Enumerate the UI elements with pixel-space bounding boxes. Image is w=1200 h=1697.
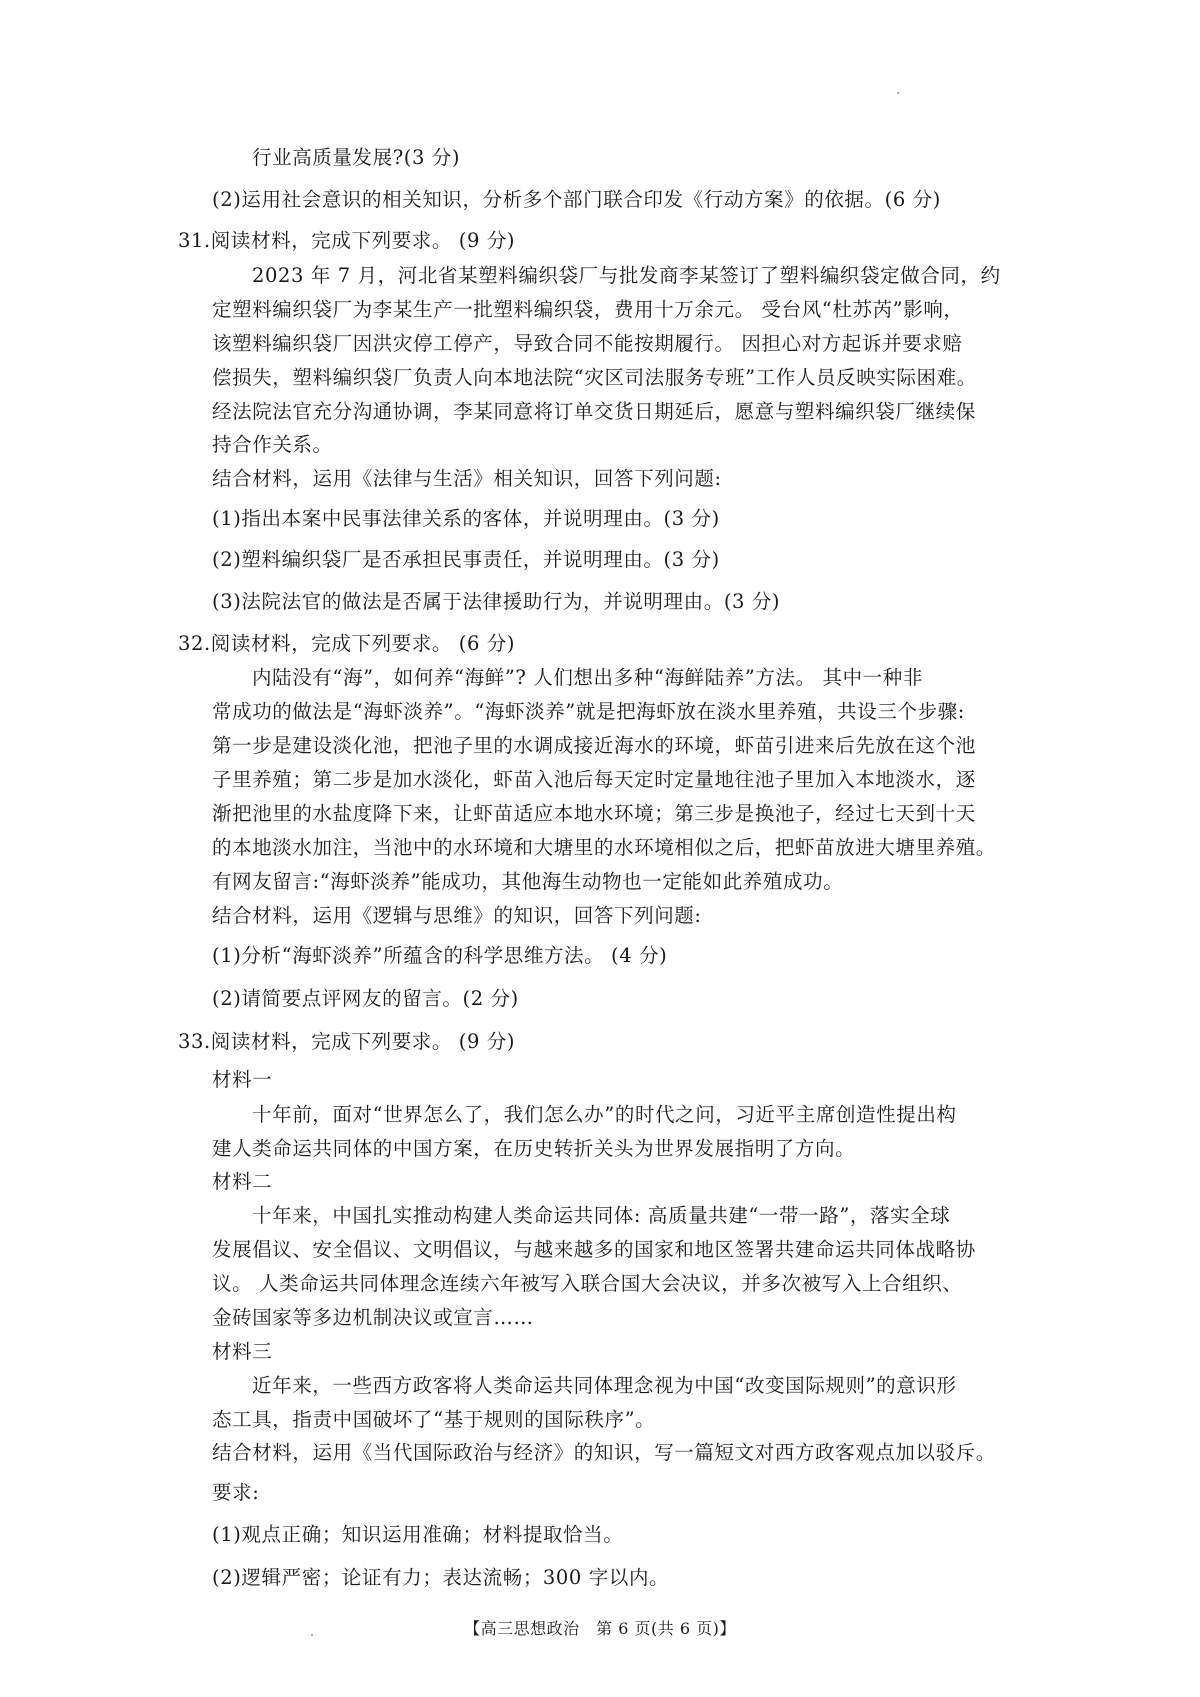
q32-instruction: 结合材料，运用《逻辑与思维》的知识，回答下列问题: [212, 904, 702, 927]
q33-requirement-1: (1)观点正确；知识运用准确；材料提取恰当。 [212, 1523, 624, 1546]
q31-paragraph-line: 偿损失，塑料编织袋厂负责人向本地法院“灾区司法服务专班”工作人员反映实际困难。 [212, 366, 977, 389]
q31-paragraph-line: 2023 年 7 月，河北省某塑料编织袋厂与批发商李某签订了塑料编织袋定做合同，约 [252, 264, 1001, 287]
q30-continuation: 行业高质量发展?(3 分) [252, 146, 461, 169]
q30-subquestion-2: (2)运用社会意识的相关知识，分析多个部门联合印发《行动方案》的依据。(6 分) [212, 188, 941, 211]
q33-material-1-label: 材料一 [212, 1068, 273, 1091]
q33-material-2-line: 发展倡议、安全倡议、文明倡议，与越来越多的国家和地区签署共建命运共同体战略协 [212, 1238, 976, 1261]
q33-material-3-line: 态工具，指责中国破坏了“基于规则的国际秩序”。 [212, 1408, 656, 1431]
q33-instruction: 结合材料，运用《当代国际政治与经济》的知识，写一篇短文对西方政客观点加以驳斥。 [212, 1441, 996, 1464]
q31-title: 31.阅读材料，完成下列要求。 (9 分) [178, 229, 516, 252]
q31-paragraph-line: 该塑料编织袋厂因洪灾停工停产，导致合同不能按期履行。 因担心对方起诉并要求赔 [212, 332, 963, 355]
scan-speck [897, 92, 899, 94]
q31-subquestion-2: (2)塑料编织袋厂是否承担民事责任，并说明理由。(3 分) [212, 548, 720, 571]
q32-title: 32.阅读材料，完成下列要求。 (6 分) [178, 632, 516, 655]
q31-instruction: 结合材料，运用《法律与生活》相关知识，回答下列问题: [212, 467, 722, 490]
q33-material-3-label: 材料三 [212, 1340, 273, 1363]
q31-subquestion-3: (3)法院法官的做法是否属于法律援助行为，并说明理由。(3 分) [212, 590, 781, 613]
q33-material-2-line: 十年来，中国扎实推动构建人类命运共同体: 高质量共建“一带一路”，落实全球 [252, 1204, 951, 1227]
q32-paragraph-line: 内陆没有“海”，如何养“海鲜”? 人们想出多种“海鲜陆养”方法。 其中一种非 [252, 666, 923, 689]
q32-paragraph-line: 有网友留言:“海虾淡养”能成功，其他海生动物也一定能如此养殖成功。 [212, 870, 844, 893]
q33-material-2-label: 材料二 [212, 1170, 273, 1193]
q31-paragraph-line: 定塑料编织袋厂为李某生产一批塑料编织袋，费用十万余元。 受台风“杜苏芮”影响， [212, 298, 964, 321]
q32-paragraph-line: 渐把池里的水盐度降下来，让虾苗适应本地水环境；第三步是换池子，经过七天到十天 [212, 802, 976, 825]
q33-title: 33.阅读材料，完成下列要求。 (9 分) [178, 1030, 516, 1053]
q31-subquestion-1: (1)指出本案中民事法律关系的客体，并说明理由。(3 分) [212, 507, 720, 530]
q33-requirements-label: 要求: [212, 1481, 260, 1504]
q33-material-1-line: 建人类命运共同体的中国方案，在历史转折关头为世界发展指明了方向。 [212, 1137, 856, 1160]
q33-material-1-line: 十年前，面对“世界怎么了，我们怎么办”的时代之问，习近平主席创造性提出构 [252, 1103, 957, 1126]
q32-subquestion-1: (1)分析“海虾淡养”所蕴含的科学思维方法。 (4 分) [212, 944, 668, 967]
q32-subquestion-2: (2)请简要点评网友的留言。(2 分) [212, 987, 519, 1010]
q32-paragraph-line: 常成功的做法是“海虾淡养”。“海虾淡养”就是把海虾放在淡水里养殖，共设三个步骤: [212, 700, 965, 723]
page-footer: 【高三思想政治 第 6 页(共 6 页)】 [464, 1619, 736, 1638]
q33-requirement-2: (2)逻辑严密；论证有力；表达流畅；300 字以内。 [212, 1566, 670, 1589]
q32-paragraph-line: 第一步是建设淡化池，把池子里的水调成接近海水的环境，虾苗引进来后先放在这个池 [212, 734, 976, 757]
q32-paragraph-line: 的本地淡水加注，当池中的水环境和大塘里的水环境相似之后，把虾苗放进大塘里养殖。 [212, 836, 996, 859]
q32-paragraph-line: 子里养殖；第二步是加水淡化，虾苗入池后每天定时定量地往池子里加入本地淡水，逐 [212, 768, 976, 791]
q31-paragraph-line: 经法院法官充分沟通协调，李某同意将订单交货日期延后，愿意与塑料编织袋厂继续保 [212, 400, 976, 423]
q33-material-2-line: 金砖国家等多边机制决议或宣言…… [212, 1306, 534, 1329]
q33-material-3-line: 近年来，一些西方政客将人类命运共同体理念视为中国“改变国际规则”的意识形 [252, 1374, 957, 1397]
q33-material-2-line: 议。 人类命运共同体理念连续六年被写入联合国大会决议，并多次被写入上合组织、 [212, 1272, 963, 1295]
q31-paragraph-line: 持合作关系。 [212, 433, 333, 456]
